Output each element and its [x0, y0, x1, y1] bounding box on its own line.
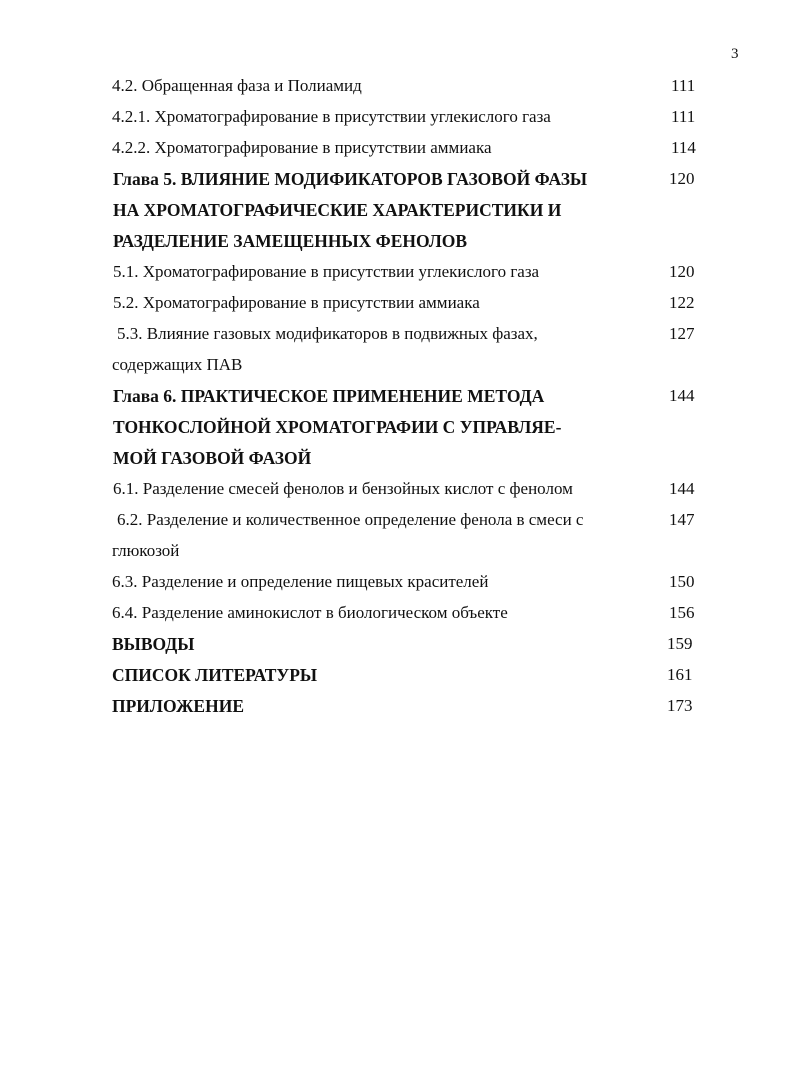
toc-entry-title: 4.2. Обращенная фаза и Полиамид [112, 76, 362, 95]
toc-entry-6-2-line-2 [0, 537, 796, 568]
toc-entry-conclusions [0, 630, 796, 661]
toc-entry-page: 159 [667, 634, 693, 653]
toc-chapter-title: ТОНКОСЛОЙНОЙ ХРОМАТОГРАФИИ С УПРАВЛЯЕ- [113, 417, 562, 437]
toc-entry-4-2-1 [0, 103, 796, 134]
toc-entry-chapter-5-line-2 [0, 196, 796, 227]
toc-entry-5-1 [0, 258, 796, 289]
toc-entry-page: 120 [669, 262, 695, 281]
toc-entry-title: глюкозой [112, 541, 180, 560]
toc-entry-page: 161 [667, 665, 693, 684]
toc-entry-title: 4.2.2. Хроматографирование в присутствии аммиака [112, 138, 492, 157]
toc-entry-page: 144 [669, 386, 695, 405]
toc-section-title: ПРИЛОЖЕНИЕ [112, 696, 245, 716]
toc-entry-6-2 [0, 506, 796, 537]
page-number: 3 [731, 46, 739, 62]
toc-entry-4-2 [0, 72, 796, 103]
toc-entry-page: 144 [669, 479, 695, 498]
toc-entry-title: 6.4. Разделение аминокислот в биологическом объекте [112, 603, 508, 622]
toc-entry-5-3 [0, 320, 796, 351]
toc-entry-chapter-6-line-3 [0, 444, 796, 475]
toc-entry-title: 6.2. Разделение и количественное определение фенола в смеси с [117, 510, 584, 529]
toc-chapter-title: Глава 6. ПРАКТИЧЕСКОЕ ПРИМЕНЕНИЕ МЕТОДА [113, 386, 545, 406]
toc-entry-title: содержащих ПАВ [112, 355, 243, 374]
toc-entry-6-4 [0, 599, 796, 630]
toc-entry-page: 173 [667, 696, 693, 715]
toc-entry-page: 111 [671, 107, 696, 126]
toc-entry-6-1 [0, 475, 796, 506]
toc-entry-page: 156 [669, 603, 695, 622]
toc-entry-6-3 [0, 568, 796, 599]
toc-entry-page: 147 [669, 510, 695, 529]
toc-entry-page: 122 [669, 293, 695, 312]
toc-entry-title: 6.1. Разделение смесей фенолов и бензойных кислот с фенолом [113, 479, 573, 498]
toc-entry-title: 4.2.1. Хроматографирование в присутствии углекислого газа [112, 107, 551, 126]
toc-entry-title: 6.3. Разделение и определение пищевых красителей [112, 572, 489, 591]
toc-entry-references [0, 661, 796, 692]
toc-entry-title: 5.1. Хроматографирование в присутствии углекислого газа [113, 262, 540, 281]
toc-entry-page: 127 [669, 324, 695, 343]
toc-entry-appendix [0, 692, 796, 723]
toc-entry-chapter-5-line-3 [0, 227, 796, 258]
toc-chapter-title: Глава 5. ВЛИЯНИЕ МОДИФИКАТОРОВ ГАЗОВОЙ ФАЗЫ [113, 169, 588, 189]
toc-entry-page: 150 [669, 572, 695, 591]
toc-entry-5-2 [0, 289, 796, 320]
toc-entry-page: 120 [669, 169, 695, 188]
table-of-contents [0, 72, 796, 723]
toc-entry-5-3-line-2 [0, 351, 796, 382]
toc-section-title: ВЫВОДЫ [112, 634, 195, 654]
toc-chapter-title: РАЗДЕЛЕНИЕ ЗАМЕЩЕННЫХ ФЕНОЛОВ [113, 231, 468, 251]
toc-entry-chapter-5 [0, 165, 796, 196]
toc-section-title: СПИСОК ЛИТЕРАТУРЫ [112, 665, 318, 685]
toc-entry-chapter-6 [0, 382, 796, 413]
toc-entry-title: 5.2. Хроматографирование в присутствии аммиака [113, 293, 480, 312]
toc-entry-4-2-2 [0, 134, 796, 165]
toc-chapter-title: МОЙ ГАЗОВОЙ ФАЗОЙ [113, 448, 312, 468]
toc-entry-title: 5.3. Влияние газовых модификаторов в подвижных фазах, [117, 324, 538, 343]
toc-entry-chapter-6-line-2 [0, 413, 796, 444]
toc-entry-page: 111 [671, 76, 696, 95]
toc-entry-page: 114 [671, 138, 696, 157]
toc-chapter-title: НА ХРОМАТОГРАФИЧЕСКИЕ ХАРАКТЕРИСТИКИ И [113, 200, 562, 220]
